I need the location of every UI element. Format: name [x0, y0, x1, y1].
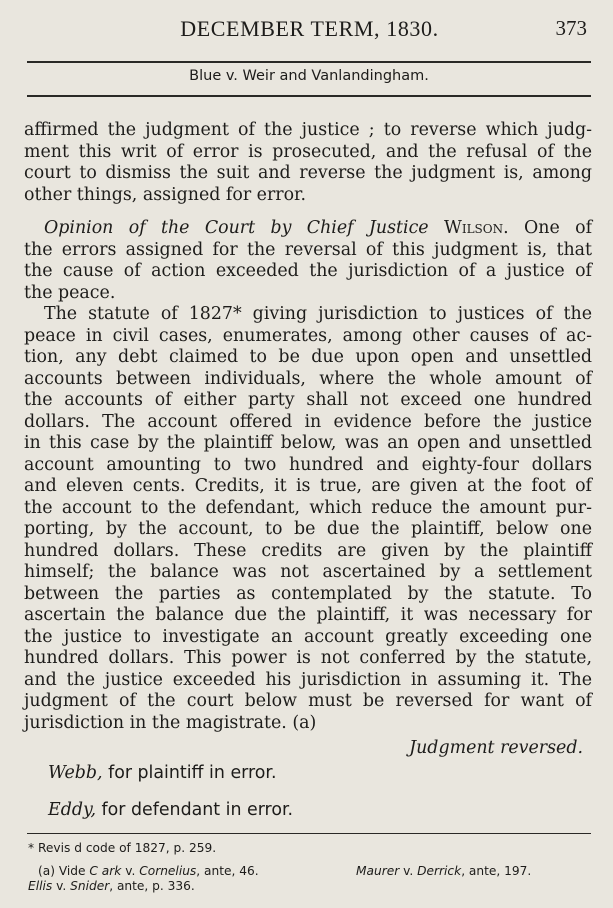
text-line: hundred dollars. These credits are given by the plaintiff: [24, 540, 592, 561]
footnote-text: v.: [52, 879, 71, 893]
text-line: ment this writ of error is prosecuted, and the refusal of the: [24, 141, 592, 162]
footnote-text: , ante, 46.: [196, 864, 259, 878]
page-header: [28, 16, 591, 46]
text-line: judgment of the court below must be reversed for want of: [24, 691, 592, 711]
text-line: and the justice exceeded his jurisdiction in assuming it. The: [24, 669, 592, 690]
case-name: Maurer: [356, 864, 400, 878]
footnotes: [28, 840, 591, 895]
text-line: affirmed the judgment of the justice ; to reverse which judg-: [24, 120, 592, 140]
text-line: tion, any debt claimed to be due upon open and unsettled: [24, 347, 592, 367]
text-line: between the parties as contemplated by the statute. To: [24, 583, 592, 604]
text-line: court to dismiss the suit and reverse the judgment is, among: [24, 163, 592, 183]
opinion-first-line: [24, 218, 592, 240]
text-line: the peace.: [24, 282, 116, 303]
case-name: Snider: [70, 879, 110, 893]
header-rule-bottom: [27, 95, 591, 97]
case-name: C ark: [89, 864, 122, 878]
text-line: The statute of 1827* giving jurisdiction to justices of the: [44, 304, 592, 324]
header-rule-top: [27, 61, 591, 63]
text-line: accounts between individuals, where the whole amount of: [24, 368, 592, 389]
footnote-rule: [27, 833, 591, 834]
text-line: account amounting to two hundred and eighty-four dollars: [24, 454, 592, 475]
paragraph-intro: [24, 120, 592, 206]
counsel-name: Eddy,: [48, 800, 97, 820]
case-name: Cornelius: [139, 864, 197, 878]
text-line: jurisdiction in the magistrate. (a): [24, 712, 317, 733]
case-title: Blue v. Weir and Vanlandingham.: [189, 68, 429, 84]
text-line: and eleven cents. Credits, it is true, are given at the foot of: [24, 476, 592, 496]
page-number: 373: [555, 16, 587, 40]
text-line: the cause of action exceeded the jurisdiction of a justice of: [24, 261, 592, 281]
opinion-first-line-rest: One of: [508, 218, 593, 238]
case-name: Derrick: [417, 864, 462, 878]
justice-name: Wilson.: [443, 218, 509, 238]
footnote-text: v.: [121, 864, 140, 878]
text-line: dollars. The account offered in evidence before the justice: [24, 411, 592, 432]
paragraph-statute: [24, 304, 592, 734]
case-name: Ellis: [28, 879, 53, 893]
text-line: other things, assigned for error.: [24, 184, 306, 205]
text-line: the accounts of either party shall not exceed one hundred: [24, 390, 592, 410]
text-line: peace in civil cases, enumerates, among other causes of ac-: [24, 325, 592, 346]
footnote-a-ref3: [28, 878, 591, 895]
text-line: hundred dollars. This power is not conferred by the statute,: [24, 648, 592, 668]
text-line: the account to the defendant, which reduce the amount pur-: [24, 497, 592, 518]
footnote-text: (a) Vide: [38, 864, 90, 878]
paragraph-opinion: [24, 218, 592, 304]
text-line: himself; the balance was not ascertained by a settlement: [24, 562, 592, 582]
counsel-defendant: [48, 800, 293, 820]
footnote-text: v.: [399, 864, 418, 878]
footnote-statute: * Revis d code of 1827, p. 259.: [28, 841, 217, 855]
footnote-text: , ante, 197.: [461, 864, 532, 878]
counsel-role: for defendant in error.: [96, 800, 294, 820]
running-title: DECEMBER TERM, 1830.: [180, 16, 439, 41]
footnote-a-ref2: [356, 863, 531, 880]
counsel-name: Webb,: [48, 763, 103, 783]
text-line: in this case by the plaintiff below, was an open and unsettled: [24, 433, 592, 453]
judgment-line: Judgment reversed.: [409, 738, 583, 758]
text-line: porting, by the account, to be due the plaintiff, below one: [24, 519, 592, 539]
footnote-text: , ante, p. 336.: [109, 879, 195, 893]
counsel-plaintiff: [48, 763, 276, 783]
counsel-role: for plaintiff in error.: [102, 763, 277, 783]
text-line: ascertain the balance due the plaintiff, it was necessary for: [24, 605, 592, 625]
text-line: the errors assigned for the reversal of this judgment is, that: [24, 239, 592, 260]
opinion-label: Opinion of the Court by Chief Justice: [44, 218, 429, 238]
text-line: the justice to investigate an account greatly exceeding one: [24, 626, 592, 647]
body-text: [24, 120, 592, 734]
